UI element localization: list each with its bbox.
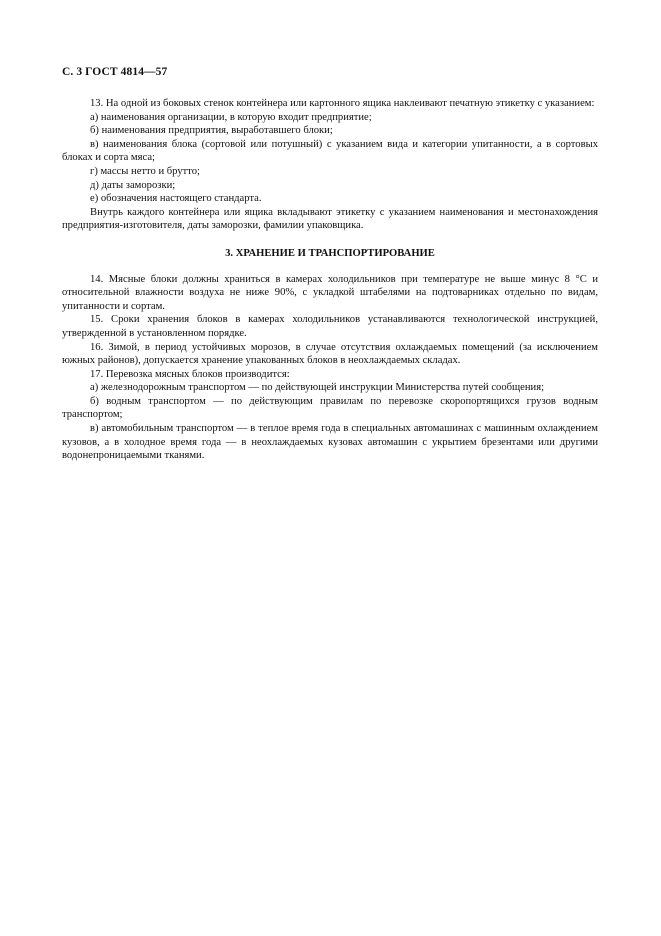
list-item: б) водным транспортом — по действующим правилам по перевозке скоропортящихся грузов водным транспортом; [62,395,598,421]
list-item: а) наименования организации, в которую входит предприятие; [90,111,372,123]
page-header: С. 3 ГОСТ 4814—57 [62,66,168,78]
list-item: е) обозначения настоящего стандарта. [90,193,262,205]
list-item: д) даты заморозки; [90,179,176,191]
paragraph: 17. Перевозка мясных блоков производится: [90,368,290,380]
section-title: 3. ХРАНЕНИЕ И ТРАНСПОРТИРОВАНИЕ [225,247,435,259]
paragraph: 14. Мясные блоки должны храниться в камерах холодильников при температуре не выше минус 8 °С и относительной влажности воздуха не ниже 90%, с укладкой штабелями на подтоварниках отдельно по видам, упитанности и сортам. [62,273,598,312]
list-item: б) наименования предприятия, выработавшего блоки; [90,125,333,137]
list-item: в) автомобильным транспортом — в теплое время года в специальных автомашинах с машинным охлаждением кузовов, а в холодное время года — в неохлаждаемых кузовах автомашин с укрытием брезентами или другими водонепроницаемыми тканями. [62,423,598,462]
paragraph: 15. Сроки хранения блоков в камерах холодильников устанавливаются технологической инструкцией, утвержденной в установленном порядке. [62,314,598,339]
list-item: г) массы нетто и брутто; [90,165,200,177]
document-body [62,97,598,463]
paragraph: 16. Зимой, в период устойчивых морозов, в случае отсутствия охлаждаемых помещений (за исключением южных районов), допускается хранение упакованных блоков в неохлаждаемых складах. [62,341,598,367]
list-item: в) наименования блока (сортовой или потушный) с указанием вида и категории упитанности, а в сортовых блоках и сорта мяса; [62,138,598,164]
list-item: а) железнодорожным транспортом — по действующей инструкции Министерства путей сообщения; [90,382,545,394]
paragraph: 13. На одной из боковых стенок контейнера или картонного ящика наклеивают печатную этикетку с указанием: [90,98,595,109]
paragraph: Внутрь каждого контейнера или ящика вкладывают этикетку с указанием наименования и местонахождения предприятия-изготовителя, даты заморозки, фамилии упаковщика. [62,206,598,232]
